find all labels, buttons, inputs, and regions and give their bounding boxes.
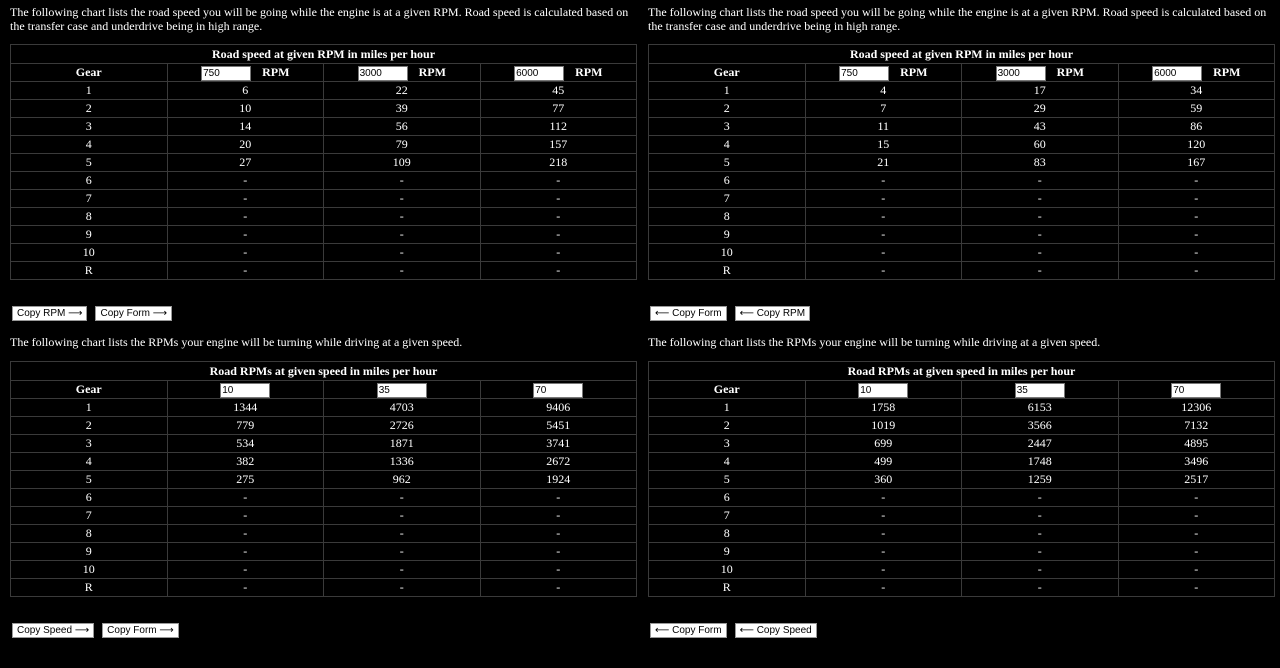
value-cell: - <box>1118 262 1275 280</box>
value-cell: 22 <box>324 82 481 100</box>
table-row <box>11 453 637 471</box>
value-cell: 382 <box>167 453 324 471</box>
value-cell: 962 <box>324 471 481 489</box>
table-row <box>649 190 1275 208</box>
value-cell: 120 <box>1118 136 1275 154</box>
rpm-unit-label: RPM <box>575 65 603 79</box>
value-cell: - <box>480 262 637 280</box>
table-row <box>11 208 637 226</box>
value-cell: - <box>962 208 1119 226</box>
value-cell: - <box>167 172 324 190</box>
value-cell: 779 <box>167 417 324 435</box>
value-cell: - <box>1118 507 1275 525</box>
table-row <box>649 100 1275 118</box>
value-cell: - <box>805 172 962 190</box>
value-cell: 218 <box>480 154 637 172</box>
value-cell: - <box>1118 190 1275 208</box>
value-cell: 167 <box>1118 154 1275 172</box>
gear-cell: 9 <box>649 226 806 244</box>
value-cell: 6153 <box>962 399 1119 417</box>
rpm-column-header-2 <box>962 64 1119 82</box>
table-row <box>649 226 1275 244</box>
table-row <box>11 226 637 244</box>
speed-column-header-2 <box>324 381 481 399</box>
value-cell: - <box>480 507 637 525</box>
value-cell: - <box>324 244 481 262</box>
copy-rpm-button[interactable]: Copy RPM ⟶ <box>12 306 87 321</box>
value-cell: 1924 <box>480 471 637 489</box>
table-row <box>11 561 637 579</box>
value-cell: - <box>167 543 324 561</box>
gear-cell: 2 <box>649 100 806 118</box>
copy-rpm-button[interactable]: ⟵ Copy RPM <box>735 306 810 321</box>
value-cell: - <box>805 525 962 543</box>
table-row <box>11 579 637 597</box>
table-row <box>11 471 637 489</box>
speed-input-3[interactable] <box>533 383 583 398</box>
rpm-input-1[interactable] <box>201 66 251 81</box>
value-cell: - <box>324 226 481 244</box>
gear-cell: 8 <box>649 525 806 543</box>
value-cell: 275 <box>167 471 324 489</box>
table-row <box>649 399 1275 417</box>
speed-column-header-1 <box>167 381 324 399</box>
rpm-column-header-3 <box>480 64 637 82</box>
table-row <box>649 543 1275 561</box>
value-cell: - <box>167 561 324 579</box>
value-cell: - <box>167 525 324 543</box>
table-row <box>11 172 637 190</box>
gear-cell: 6 <box>11 172 168 190</box>
gear-cell: 2 <box>649 417 806 435</box>
value-cell: - <box>324 579 481 597</box>
value-cell: - <box>480 579 637 597</box>
value-cell: 6 <box>167 82 324 100</box>
table-row <box>649 489 1275 507</box>
speed-column-header-2 <box>962 381 1119 399</box>
value-cell: - <box>480 489 637 507</box>
value-cell: - <box>962 543 1119 561</box>
value-cell: 4 <box>805 82 962 100</box>
value-cell: - <box>324 190 481 208</box>
table-caption: Road RPMs at given speed in miles per hour <box>11 362 637 381</box>
rpm-chart-intro: The following chart lists the road speed you will be going while the engine is at a given RPM. Road speed is calculated based on the transfer case and underdrive being in high range. <box>10 5 629 33</box>
copy-form-button[interactable]: Copy Form ⟶ <box>95 306 172 321</box>
table-row <box>11 154 637 172</box>
speed-column-header-3 <box>480 381 637 399</box>
table-row <box>649 154 1275 172</box>
table-row <box>649 208 1275 226</box>
value-cell: - <box>805 226 962 244</box>
gear-cell: 3 <box>649 435 806 453</box>
value-cell: - <box>480 208 637 226</box>
value-cell: 12306 <box>1118 399 1275 417</box>
gear-cell: 9 <box>11 226 168 244</box>
value-cell: - <box>324 561 481 579</box>
gear-cell: 7 <box>11 507 168 525</box>
value-cell: - <box>962 489 1119 507</box>
value-cell: - <box>480 561 637 579</box>
value-cell: - <box>805 244 962 262</box>
speed-input-1[interactable] <box>220 383 270 398</box>
gear-cell: 3 <box>11 118 168 136</box>
value-cell: - <box>962 190 1119 208</box>
value-cell: 29 <box>962 100 1119 118</box>
value-cell: 7 <box>805 100 962 118</box>
gear-column-header: Gear <box>649 381 806 399</box>
table-row <box>11 100 637 118</box>
gear-cell: 2 <box>11 100 168 118</box>
gear-cell: 4 <box>11 136 168 154</box>
table-row <box>649 262 1275 280</box>
gear-cell: 1 <box>11 82 168 100</box>
value-cell: 157 <box>480 136 637 154</box>
gear-cell: 10 <box>649 244 806 262</box>
table-row <box>649 136 1275 154</box>
rpm-unit-label: RPM <box>262 65 290 79</box>
value-cell: - <box>480 172 637 190</box>
gear-cell: 3 <box>11 435 168 453</box>
table-row <box>11 435 637 453</box>
copy-form-button[interactable]: ⟵ Copy Form <box>650 623 727 638</box>
table-row <box>649 417 1275 435</box>
value-cell: - <box>167 489 324 507</box>
value-cell: 699 <box>805 435 962 453</box>
value-cell: 2672 <box>480 453 637 471</box>
value-cell: 1259 <box>962 471 1119 489</box>
gear-cell: 1 <box>649 399 806 417</box>
value-cell: - <box>167 226 324 244</box>
value-cell: - <box>324 489 481 507</box>
copy-speed-button[interactable]: ⟵ Copy Speed <box>735 623 817 638</box>
gear-cell: 7 <box>649 507 806 525</box>
value-cell: 77 <box>480 100 637 118</box>
rpm-at-speed-table <box>648 361 1275 597</box>
value-cell: - <box>1118 172 1275 190</box>
value-cell: - <box>480 525 637 543</box>
table-row <box>649 525 1275 543</box>
gear-cell: 7 <box>11 190 168 208</box>
value-cell: - <box>1118 244 1275 262</box>
value-cell: - <box>962 262 1119 280</box>
value-cell: - <box>962 525 1119 543</box>
value-cell: - <box>167 244 324 262</box>
gear-cell: R <box>11 579 168 597</box>
rpm-column-header-1 <box>167 64 324 82</box>
value-cell: - <box>167 262 324 280</box>
gear-cell: 10 <box>649 561 806 579</box>
table-row <box>649 579 1275 597</box>
gear-cell: R <box>649 262 806 280</box>
gear-cell: 1 <box>649 82 806 100</box>
value-cell: 60 <box>962 136 1119 154</box>
value-cell: - <box>1118 489 1275 507</box>
speed-input-2[interactable] <box>377 383 427 398</box>
value-cell: 1871 <box>324 435 481 453</box>
value-cell: 1336 <box>324 453 481 471</box>
table-row <box>11 489 637 507</box>
gear-cell: 6 <box>649 172 806 190</box>
table-row <box>11 417 637 435</box>
rpm-column-header-1 <box>805 64 962 82</box>
speed-chart-intro: The following chart lists the RPMs your engine will be turning while driving at a given speed. <box>10 335 463 349</box>
value-cell: - <box>167 190 324 208</box>
value-cell: 43 <box>962 118 1119 136</box>
gear-cell: 5 <box>649 471 806 489</box>
value-cell: - <box>324 208 481 226</box>
speed-input-2[interactable] <box>1015 383 1065 398</box>
rpm-unit-label: RPM <box>900 65 928 79</box>
value-cell: 15 <box>805 136 962 154</box>
table-row <box>11 507 637 525</box>
gear-cell: R <box>649 579 806 597</box>
value-cell: - <box>962 561 1119 579</box>
gear-column-header: Gear <box>649 64 806 82</box>
speed-chart-intro: The following chart lists the RPMs your engine will be turning while driving at a given speed. <box>648 335 1101 349</box>
value-cell: - <box>324 262 481 280</box>
value-cell: - <box>805 489 962 507</box>
value-cell: 112 <box>480 118 637 136</box>
table-row <box>11 525 637 543</box>
table-row <box>11 543 637 561</box>
table-row <box>649 82 1275 100</box>
table-row <box>649 471 1275 489</box>
value-cell: - <box>167 507 324 525</box>
value-cell: 34 <box>1118 82 1275 100</box>
value-cell: 3566 <box>962 417 1119 435</box>
value-cell: 27 <box>167 154 324 172</box>
value-cell: - <box>962 507 1119 525</box>
table-row <box>649 507 1275 525</box>
value-cell: 2517 <box>1118 471 1275 489</box>
table-caption: Road RPMs at given speed in miles per hour <box>649 362 1275 381</box>
gear-cell: 4 <box>649 453 806 471</box>
table-row <box>649 244 1275 262</box>
value-cell: - <box>480 190 637 208</box>
rpm-copy-buttons <box>12 305 177 321</box>
rpm-input-2[interactable] <box>996 66 1046 81</box>
value-cell: 9406 <box>480 399 637 417</box>
gear-cell: 6 <box>11 489 168 507</box>
table-row <box>649 561 1275 579</box>
table-row <box>11 82 637 100</box>
rpm-column-header-2 <box>324 64 481 82</box>
speed-copy-buttons <box>12 622 184 638</box>
value-cell: - <box>1118 579 1275 597</box>
value-cell: 1019 <box>805 417 962 435</box>
table-caption: Road speed at given RPM in miles per hour <box>11 45 637 64</box>
value-cell: - <box>805 190 962 208</box>
value-cell: - <box>324 543 481 561</box>
gear-cell: 5 <box>11 471 168 489</box>
rpm-input-1[interactable] <box>839 66 889 81</box>
gear-cell: 9 <box>11 543 168 561</box>
gear-cell: 2 <box>11 417 168 435</box>
copy-speed-button[interactable]: Copy Speed ⟶ <box>12 623 94 638</box>
rpm-chart-intro: The following chart lists the road speed you will be going while the engine is at a given RPM. Road speed is calculated based on the transfer case and underdrive being in high range. <box>648 5 1267 33</box>
rpm-unit-label: RPM <box>1056 65 1084 79</box>
value-cell: 45 <box>480 82 637 100</box>
value-cell: 10 <box>167 100 324 118</box>
rpm-unit-label: RPM <box>418 65 446 79</box>
gear-column-header: Gear <box>11 64 168 82</box>
value-cell: 3496 <box>1118 453 1275 471</box>
value-cell: 7132 <box>1118 417 1275 435</box>
gear-cell: 5 <box>11 154 168 172</box>
table-row <box>11 190 637 208</box>
value-cell: - <box>805 208 962 226</box>
value-cell: - <box>962 172 1119 190</box>
value-cell: - <box>480 543 637 561</box>
value-cell: 59 <box>1118 100 1275 118</box>
value-cell: - <box>324 507 481 525</box>
value-cell: 109 <box>324 154 481 172</box>
table-row <box>11 118 637 136</box>
speed-copy-buttons <box>650 622 822 638</box>
value-cell: 56 <box>324 118 481 136</box>
gear-cell: 5 <box>649 154 806 172</box>
gear-cell: 3 <box>649 118 806 136</box>
table-row <box>11 136 637 154</box>
rpm-at-speed-table <box>10 361 637 597</box>
value-cell: 1758 <box>805 399 962 417</box>
value-cell: 14 <box>167 118 324 136</box>
value-cell: - <box>962 226 1119 244</box>
value-cell: 2726 <box>324 417 481 435</box>
value-cell: - <box>1118 208 1275 226</box>
table-row <box>649 118 1275 136</box>
value-cell: 83 <box>962 154 1119 172</box>
speed-input-1[interactable] <box>858 383 908 398</box>
road-speed-at-rpm-table <box>10 44 637 280</box>
value-cell: 534 <box>167 435 324 453</box>
value-cell: 360 <box>805 471 962 489</box>
value-cell: - <box>1118 226 1275 244</box>
speed-input-3[interactable] <box>1171 383 1221 398</box>
value-cell: - <box>480 244 637 262</box>
value-cell: 86 <box>1118 118 1275 136</box>
rpm-input-2[interactable] <box>358 66 408 81</box>
speed-column-header-3 <box>1118 381 1275 399</box>
value-cell: - <box>805 543 962 561</box>
gear-cell: R <box>11 262 168 280</box>
value-cell: 1748 <box>962 453 1119 471</box>
value-cell: - <box>1118 543 1275 561</box>
table-caption: Road speed at given RPM in miles per hour <box>649 45 1275 64</box>
gear-cell: 4 <box>11 453 168 471</box>
rpm-column-header-3 <box>1118 64 1275 82</box>
value-cell: - <box>167 579 324 597</box>
gear-cell: 1 <box>11 399 168 417</box>
value-cell: - <box>805 579 962 597</box>
value-cell: - <box>324 525 481 543</box>
rpm-copy-buttons <box>650 305 815 321</box>
gear-cell: 10 <box>11 561 168 579</box>
rpm-input-3[interactable] <box>1152 66 1202 81</box>
gear-cell: 6 <box>649 489 806 507</box>
value-cell: - <box>962 579 1119 597</box>
rpm-input-3[interactable] <box>514 66 564 81</box>
table-row <box>649 435 1275 453</box>
gear-cell: 4 <box>649 136 806 154</box>
value-cell: - <box>805 262 962 280</box>
value-cell: - <box>1118 525 1275 543</box>
value-cell: - <box>962 244 1119 262</box>
value-cell: 79 <box>324 136 481 154</box>
value-cell: 17 <box>962 82 1119 100</box>
road-speed-at-rpm-table <box>648 44 1275 280</box>
value-cell: 11 <box>805 118 962 136</box>
value-cell: 2447 <box>962 435 1119 453</box>
value-cell: - <box>167 208 324 226</box>
gear-cell: 8 <box>11 525 168 543</box>
value-cell: 5451 <box>480 417 637 435</box>
value-cell: 20 <box>167 136 324 154</box>
table-row <box>11 262 637 280</box>
table-row <box>11 399 637 417</box>
value-cell: 4895 <box>1118 435 1275 453</box>
speed-column-header-1 <box>805 381 962 399</box>
value-cell: 39 <box>324 100 481 118</box>
value-cell: 4703 <box>324 399 481 417</box>
table-row <box>649 172 1275 190</box>
value-cell: 499 <box>805 453 962 471</box>
gear-cell: 10 <box>11 244 168 262</box>
table-row <box>11 244 637 262</box>
value-cell: - <box>805 561 962 579</box>
gear-cell: 8 <box>649 208 806 226</box>
copy-form-button[interactable]: ⟵ Copy Form <box>650 306 727 321</box>
table-row <box>649 453 1275 471</box>
value-cell: 21 <box>805 154 962 172</box>
value-cell: - <box>1118 561 1275 579</box>
gear-column-header: Gear <box>11 381 168 399</box>
rpm-unit-label: RPM <box>1213 65 1241 79</box>
value-cell: - <box>480 226 637 244</box>
gear-cell: 7 <box>649 190 806 208</box>
copy-form-button[interactable]: Copy Form ⟶ <box>102 623 179 638</box>
value-cell: - <box>805 507 962 525</box>
gear-cell: 9 <box>649 543 806 561</box>
gear-cell: 8 <box>11 208 168 226</box>
value-cell: 3741 <box>480 435 637 453</box>
value-cell: 1344 <box>167 399 324 417</box>
value-cell: - <box>324 172 481 190</box>
